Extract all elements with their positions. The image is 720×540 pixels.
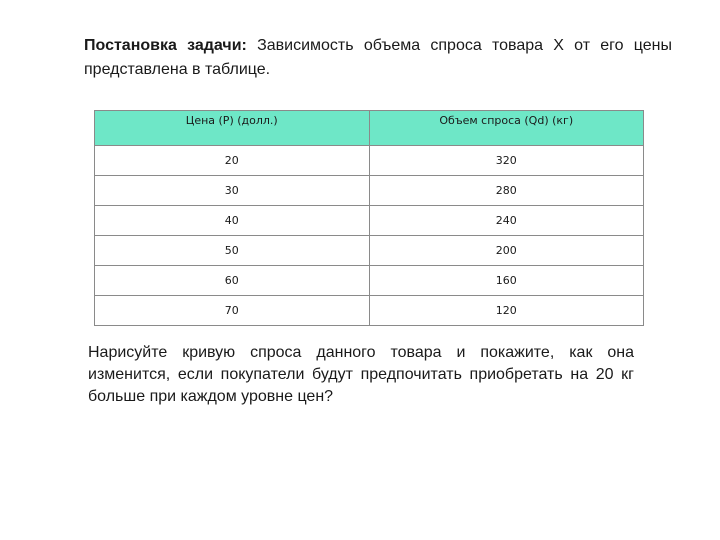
quantity-cell: 320 <box>369 146 644 176</box>
problem-statement <box>84 34 672 82</box>
quantity-cell: 240 <box>369 206 644 236</box>
table-row <box>95 266 644 296</box>
table-row <box>95 236 644 266</box>
demand-table <box>94 110 644 326</box>
problem-text: Зависимость объема спроса товара X от его цены представлена в таблице. <box>84 37 672 78</box>
price-cell: 70 <box>95 296 370 326</box>
price-cell: 40 <box>95 206 370 236</box>
table-row <box>95 206 644 236</box>
header-price: Цена (Р) (долл.) <box>95 111 370 146</box>
quantity-cell: 160 <box>369 266 644 296</box>
table-row <box>95 296 644 326</box>
quantity-cell: 280 <box>369 176 644 206</box>
task-question: Нарисуйте кривую спроса данного товара и покажите, как она изменится, если покупатели будут предпочитать приобретать на 20 кг больше при каждом уровне цен? <box>88 344 634 405</box>
problem-label: Постановка задачи: <box>84 37 247 54</box>
quantity-cell: 120 <box>369 296 644 326</box>
quantity-cell: 200 <box>369 236 644 266</box>
price-cell: 30 <box>95 176 370 206</box>
table-row <box>95 146 644 176</box>
price-cell: 20 <box>95 146 370 176</box>
price-cell: 60 <box>95 266 370 296</box>
price-cell: 50 <box>95 236 370 266</box>
table-header-row <box>95 111 644 146</box>
header-quantity: Объем спроса (Qd) (кг) <box>369 111 644 146</box>
table-row <box>95 176 644 206</box>
